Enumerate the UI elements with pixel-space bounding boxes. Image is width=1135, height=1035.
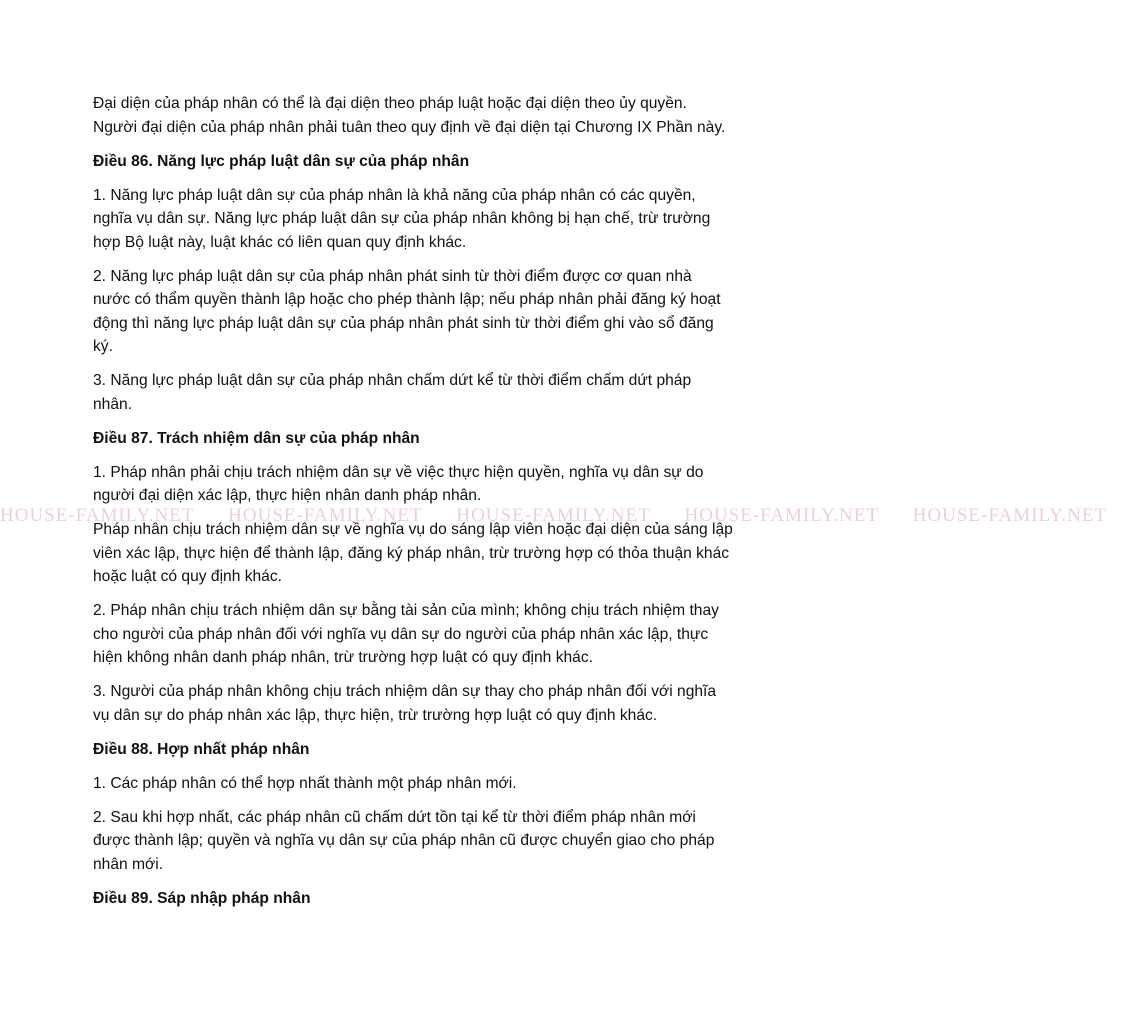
watermark-strip [0, 505, 1108, 527]
paragraph-86-clause-2: 2. Năng lực pháp luật dân sự của pháp nhân phát sinh từ thời điểm được cơ quan nhà nước có thẩm quyền thành lập hoặc cho phép thành lập; nếu pháp nhân phải đăng ký hoạt động thì năng lực pháp luật dân sự của pháp nhân phát sinh từ thời điểm ghi vào sổ đăng ký. [93, 267, 721, 355]
paragraph-87-clause-1-cont: Pháp nhân chịu trách nhiệm dân sự về nghĩa vụ do sáng lập viên hoặc đại diện của sáng lập viên xác lập, thực hiện để thành lập, đăng ký pháp nhân, trừ trường hợp có thỏa thuận khác hoặc luật có quy định khác. [93, 521, 733, 585]
paragraph-87-clause-3: 3. Người của pháp nhân không chịu trách nhiệm dân sự thay cho pháp nhân đối với nghĩa vụ dân sự do pháp nhân xác lập, thực hiện, trừ trường hợp luật có quy định khác. [93, 683, 717, 724]
heading-article-88: Điều 88. Hợp nhất pháp nhân [93, 740, 310, 758]
paragraph-representative: Đại diện của pháp nhân có thể là đại diện theo pháp luật hoặc đại diện theo ủy quyền. Người đại diện của pháp nhân phải tuân theo quy định về đại diện tại Chương IX Phần này. [93, 95, 726, 136]
paragraph-87-clause-2: 2. Pháp nhân chịu trách nhiệm dân sự bằng tài sản của mình; không chịu trách nhiệm thay cho người của pháp nhân đối với nghĩa vụ dân sự do người của pháp nhân xác lập, thực hiện không nhân danh pháp nhân, trừ trường hợp luật có quy định khác. [93, 602, 719, 666]
paragraph-86-clause-1: 1. Năng lực pháp luật dân sự của pháp nhân là khả năng của pháp nhân có các quyền, nghĩa vụ dân sự. Năng lực pháp luật dân sự của pháp nhân không bị hạn chế, trừ trường hợp Bộ luật này, luật khác có liên quan quy định khác. [93, 186, 711, 251]
heading-article-89: Điều 89. Sáp nhập pháp nhân [93, 889, 311, 907]
paragraph-88-clause-1: 1. Các pháp nhân có thể hợp nhất thành một pháp nhân mới. [93, 774, 517, 792]
heading-article-87: Điều 87. Trách nhiệm dân sự của pháp nhân [93, 429, 420, 447]
heading-article-86: Điều 86. Năng lực pháp luật dân sự của pháp nhân [93, 152, 470, 170]
watermark-text: HOUSE-FAMILY.NET [912, 505, 1108, 526]
paragraph-86-clause-3: 3. Năng lực pháp luật dân sự của pháp nhân chấm dứt kể từ thời điểm chấm dứt pháp nhân. [93, 372, 692, 413]
watermark-text: HOUSE-FAMILY.NET [0, 505, 195, 526]
paragraph-87-clause-1: 1. Pháp nhân phải chịu trách nhiệm dân sự về việc thực hiện quyền, nghĩa vụ dân sự do người đại diện xác lập, thực hiện nhân danh pháp nhân. [93, 463, 704, 504]
watermark-text: HOUSE-FAMILY.NET [228, 505, 423, 526]
paragraph-88-clause-2: 2. Sau khi hợp nhất, các pháp nhân cũ chấm dứt tồn tại kể từ thời điểm pháp nhân mới được thành lập; quyền và nghĩa vụ dân sự của pháp nhân cũ được chuyển giao cho pháp nhân mới. [93, 808, 715, 873]
watermark-text: HOUSE-FAMILY.NET [456, 505, 651, 526]
watermark-text: HOUSE-FAMILY.NET [684, 505, 879, 526]
